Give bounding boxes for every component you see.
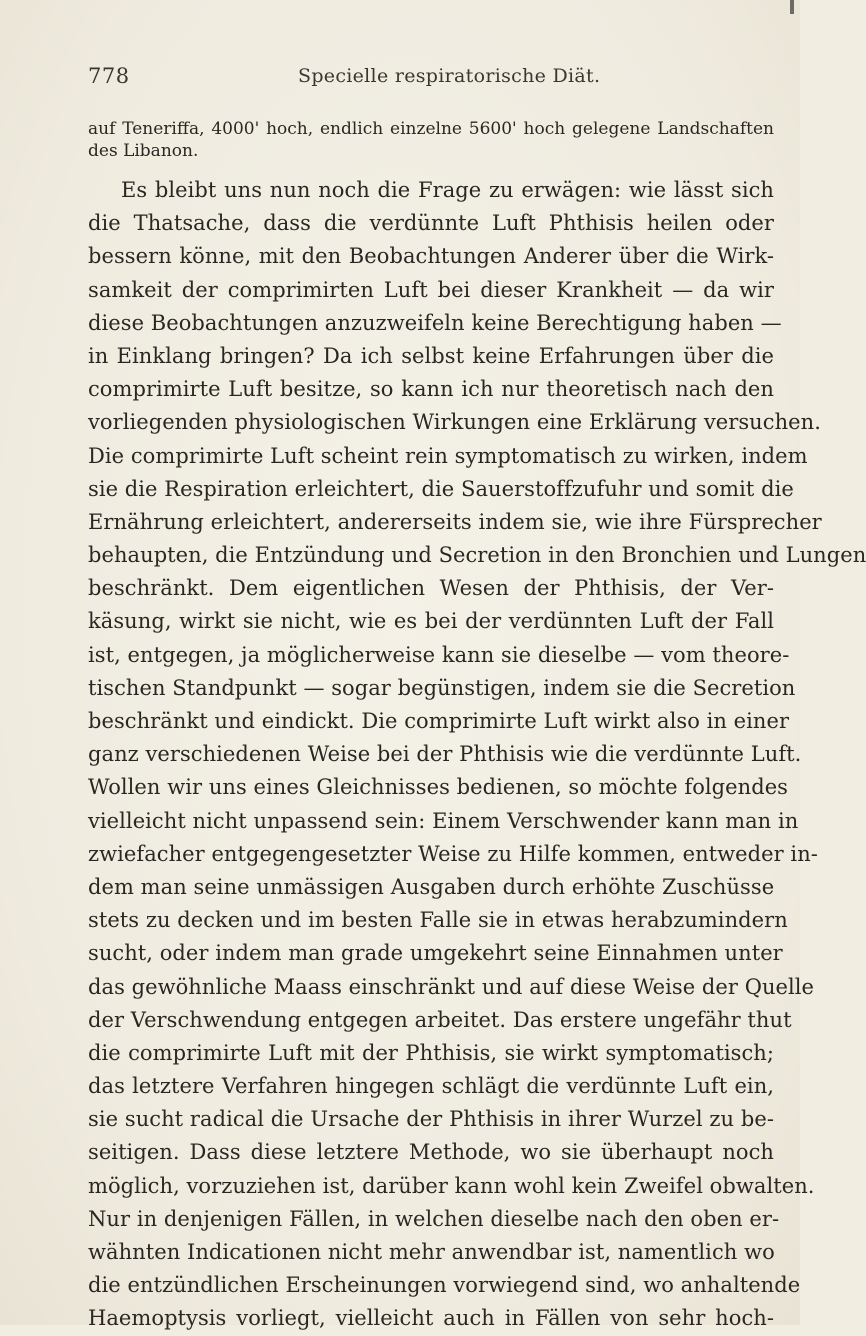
text-line: ist, entgegen, ja möglicherweise kann sie dieselbe — vom theore- bbox=[88, 642, 790, 667]
text-line: die entzündlichen Erscheinungen vorwiegend sind, wo anhaltende bbox=[88, 1273, 801, 1298]
text-line: die comprimirte Luft mit der Phthisis, sie wirkt symptomatisch; bbox=[88, 1040, 774, 1065]
paragraph-gap bbox=[88, 162, 774, 174]
text-line: Es bleibt uns nun noch die Frage zu erwägen: wie lässt sich bbox=[121, 178, 774, 202]
text-line: vielleicht nicht unpassend sein: Einem Verschwender kann man in bbox=[88, 808, 799, 833]
text-line: Die comprimirte Luft scheint rein symptomatisch zu wirken, indem bbox=[88, 443, 808, 468]
text-line: käsung, wirkt sie nicht, wie es bei der verdünnten Luft der Fall bbox=[88, 609, 774, 634]
text-line: der Verschwendung entgegen arbeitet. Das erstere ungefähr thut bbox=[88, 1007, 792, 1032]
text-line: möglich, vorzuziehen ist, darüber kann wohl kein Zweifel obwalten. bbox=[88, 1173, 815, 1198]
text-line: zwiefacher entgegengesetzter Weise zu Hilfe kommen, entweder in- bbox=[88, 841, 818, 866]
running-title: Specielle respiratorische Diät. bbox=[298, 65, 601, 87]
text-line: comprimirte Luft besitze, so kann ich nur theoretisch nach den bbox=[88, 377, 774, 402]
text-line: sie sucht radical die Ursache der Phthisis in ihrer Wurzel zu be- bbox=[88, 1107, 774, 1132]
text-line: seitigen. Dass diese letztere Methode, wo sie überhaupt noch bbox=[88, 1140, 774, 1165]
body-text bbox=[88, 118, 866, 1336]
text-line: wähnten Indicationen nicht mehr anwendbar ist, namentlich wo bbox=[88, 1240, 775, 1264]
text-line: Wollen wir uns eines Gleichnisses bedienen, so möchte folgendes bbox=[88, 775, 789, 800]
scan-edge-mark bbox=[790, 0, 794, 14]
text-line: ganz verschiedenen Weise bei der Phthisis wie die verdünnte Luft. bbox=[88, 742, 802, 767]
text-line: beschränkt und eindickt. Die comprimirte Luft wirkt also in einer bbox=[88, 709, 790, 733]
text-line: in Einklang bringen? Da ich selbst keine Erfahrungen über die bbox=[88, 343, 774, 368]
text-line: stets zu decken und im besten Falle sie in etwas herabzumindern bbox=[88, 908, 788, 933]
text-line: sucht, oder indem man grade umgekehrt seine Einnahmen unter bbox=[88, 941, 783, 966]
text-line: das gewöhnliche Maass einschränkt und auf diese Weise der Quelle bbox=[88, 974, 815, 999]
text-line: Nur in denjenigen Fällen, in welchen dieselbe nach den oben er- bbox=[88, 1206, 780, 1231]
paragraph bbox=[88, 174, 866, 1336]
text-line: beschränkt. Dem eigentlichen Wesen der Phthisis, der Ver- bbox=[88, 576, 774, 601]
intro-line: des Libanon. bbox=[88, 141, 199, 161]
text-line: Haemoptysis vorliegt, vielleicht auch in Fällen von sehr hoch- bbox=[88, 1306, 774, 1331]
intro-line: auf Teneriffa, 4000' hoch, endlich einzelne 5600' hoch gelegene Landschaften bbox=[88, 119, 774, 139]
text-line: diese Beobachtungen anzuzweifeln keine Berechtigung haben — bbox=[88, 310, 782, 335]
text-line: sie die Respiration erleichtert, die Sauerstoffzufuhr und somit die bbox=[88, 476, 794, 501]
text-line: die Thatsache, dass die verdünnte Luft Phthisis heilen oder bbox=[88, 211, 774, 236]
text-line: dem man seine unmässigen Ausgaben durch erhöhte Zuschüsse bbox=[88, 874, 775, 899]
page-number: 778 bbox=[88, 64, 130, 88]
text-line: Ernährung erleichtert, andererseits indem sie, wie ihre Fürsprecher bbox=[88, 509, 822, 534]
text-line: tischen Standpunkt — sogar begünstigen, indem sie die Secretion bbox=[88, 675, 796, 700]
text-line: behaupten, die Entzündung und Secretion in den Bronchien und Lungen bbox=[88, 543, 866, 568]
page-header bbox=[88, 64, 768, 94]
text-line: vorliegenden physiologischen Wirkungen eine Erklärung versuchen. bbox=[88, 410, 821, 435]
text-line: das letztere Verfahren hingegen schlägt die verdünnte Luft ein, bbox=[88, 1074, 774, 1099]
text-line: samkeit der comprimirten Luft bei dieser Krankheit — da wir bbox=[88, 277, 774, 302]
text-line: bessern könne, mit den Beobachtungen Anderer über die Wirk- bbox=[88, 244, 774, 269]
